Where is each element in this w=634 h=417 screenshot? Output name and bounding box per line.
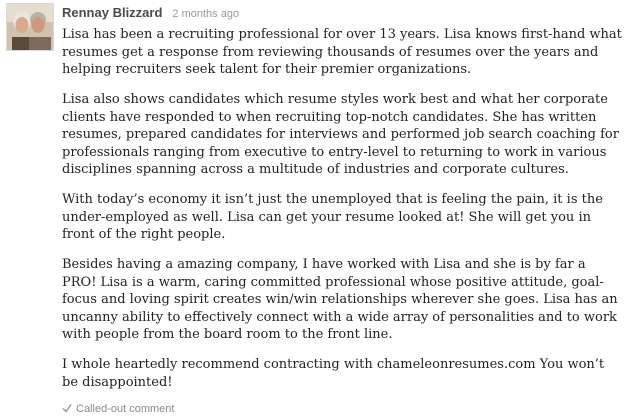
called-out-badge bbox=[62, 403, 174, 417]
avatar[interactable] bbox=[6, 3, 54, 51]
comment-paragraph: Besides having a amazing company, I have worked with Lisa and she is by far a PRO! Lisa is a warm, caring committed professional whose positive attitude, goal-focus and loving spirit creates win/win relationships wherever she goes. Lisa has an uncanny ability to effectively connect with a wide array of personalities and to work with people from the board room to the front line. bbox=[62, 257, 618, 342]
comment-header bbox=[62, 4, 239, 22]
comment-paragraph: With today’s economy it isn’t just the unemployed that is feeling the pain, it is the under-employed as well. Lisa can get your resume looked at! She will get you in front of the right people. bbox=[62, 192, 603, 242]
author-name[interactable]: Rennay Blizzard bbox=[62, 5, 163, 20]
comment-body bbox=[62, 26, 624, 404]
timestamp[interactable]: 2 months ago bbox=[172, 8, 240, 20]
comment-paragraph: Lisa has been a recruiting professional for over 13 years. Lisa knows first-hand what resumes get a response from reviewing thousands of resumes over the years and helping recruiters seek talent for their premier organizations. bbox=[62, 27, 622, 77]
comment-paragraph: Lisa also shows candidates which resume styles work best and what her corporate clients have responded to when recruiting top-notch candidates. She has written resumes, prepared candidates for interviews and performed job search coaching for professionals ranging from executive to entry-level to returning to work in various disciplines spanning across a multitude of industries and corporate cultures. bbox=[62, 92, 619, 177]
comment-paragraph: I whole heartedly recommend contracting with chameleonresumes.com You won’t be disappointed! bbox=[62, 357, 605, 390]
avatar-photo-icon bbox=[7, 4, 53, 50]
called-out-label: Called-out comment bbox=[76, 403, 175, 415]
